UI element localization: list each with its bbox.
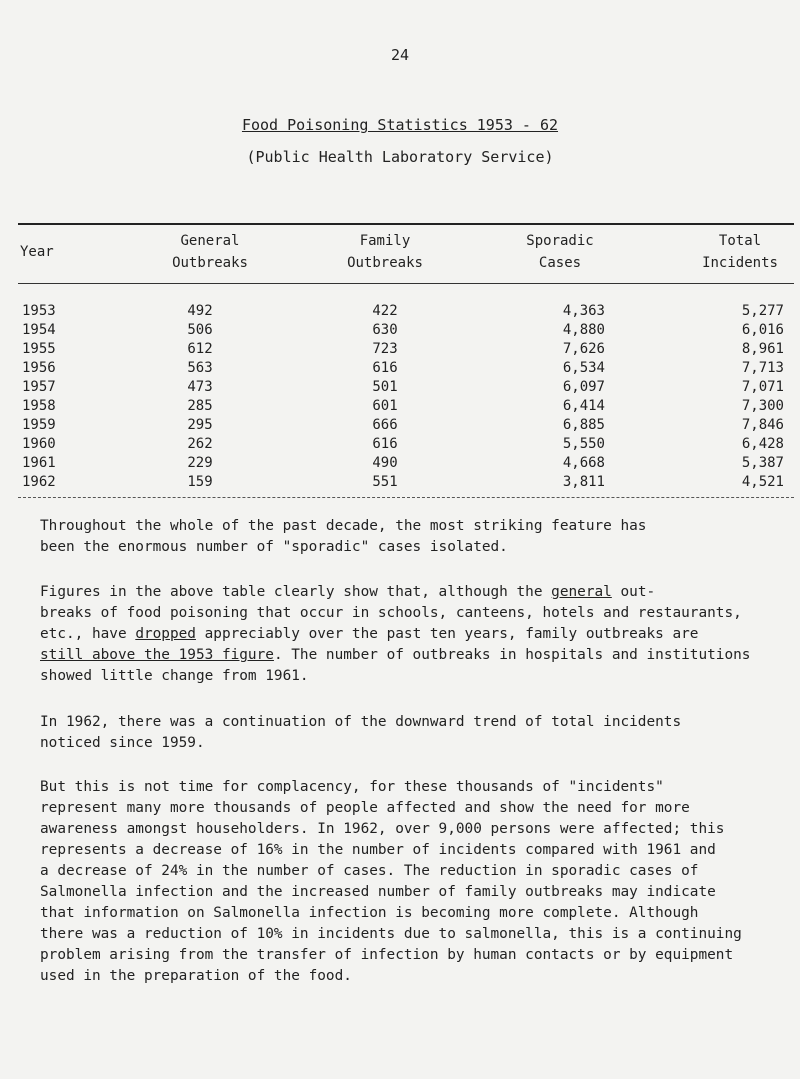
- cell-total-incidents: 7,713: [741, 360, 784, 376]
- table-row: [0, 341, 800, 360]
- cell-general-outbreaks: 229: [187, 455, 213, 471]
- header-sporadic-cases: Sporadic Cases: [526, 233, 594, 271]
- cell-total-incidents: 8,961: [741, 341, 784, 357]
- cell-family-outbreaks: 616: [372, 436, 398, 452]
- page-number: 24: [390, 46, 410, 64]
- cell-sporadic-cases: 6,534: [562, 360, 605, 376]
- header-family-outbreaks: Family Outbreaks: [347, 233, 423, 271]
- cell-general-outbreaks: 159: [187, 474, 213, 490]
- cell-year: 1960: [22, 436, 56, 452]
- cell-total-incidents: 5,277: [741, 303, 784, 319]
- cell-total-incidents: 7,071: [741, 379, 784, 395]
- page-title: Food Poisoning Statistics 1953 - 62: [241, 116, 559, 134]
- cell-general-outbreaks: 506: [187, 322, 213, 338]
- paragraph-sporadic: Throughout the whole of the past decade, the most striking feature has been the enormous number of "sporadic" cases isolated.: [40, 518, 647, 555]
- cell-general-outbreaks: 492: [187, 303, 213, 319]
- header-total-incidents: Total Incidents: [702, 233, 778, 271]
- cell-year: 1961: [22, 455, 56, 471]
- table-row: [0, 379, 800, 398]
- header-year: Year: [20, 244, 54, 260]
- cell-year: 1953: [22, 303, 56, 319]
- paragraph-trend: In 1962, there was a continuation of the downward trend of total incidents noticed since 1959.: [40, 714, 682, 751]
- cell-total-incidents: 4,521: [741, 474, 784, 490]
- cell-sporadic-cases: 7,626: [562, 341, 605, 357]
- cell-year: 1962: [22, 474, 56, 490]
- header-bottom-rule: [18, 283, 794, 284]
- cell-sporadic-cases: 6,414: [562, 398, 605, 414]
- cell-sporadic-cases: 6,885: [562, 417, 605, 433]
- cell-family-outbreaks: 551: [372, 474, 398, 490]
- cell-total-incidents: 7,300: [741, 398, 784, 414]
- cell-family-outbreaks: 501: [372, 379, 398, 395]
- cell-sporadic-cases: 3,811: [562, 474, 605, 490]
- document-title-block: [0, 115, 800, 167]
- table-row: [0, 474, 800, 493]
- cell-sporadic-cases: 5,550: [562, 436, 605, 452]
- cell-family-outbreaks: 723: [372, 341, 398, 357]
- paragraph-complacency: But this is not time for complacency, for these thousands of "incidents" represent many more thousands of people affected and show the need for more awareness amongst householders. In 1962, over 9,000 persons were affected; this represents a decrease of 16% in the number of incidents compared with 1961 and a decrease of 24% in the number of cases. The reduction in sporadic cases of Salmonella infection and the increased number of family outbreaks may indicate that information on Salmonella infection is becoming more complete. Although there was a reduction of 10% in incidents due to salmonella, this is a continuing problem arising from the transfer of infection by human contacts or by equipment used in the preparation of the food.: [40, 779, 742, 984]
- table-row: [0, 417, 800, 436]
- cell-family-outbreaks: 490: [372, 455, 398, 471]
- cell-total-incidents: 7,846: [741, 417, 784, 433]
- cell-total-incidents: 5,387: [741, 455, 784, 471]
- cell-total-incidents: 6,016: [741, 322, 784, 338]
- cell-year: 1959: [22, 417, 56, 433]
- cell-year: 1955: [22, 341, 56, 357]
- cell-family-outbreaks: 666: [372, 417, 398, 433]
- cell-family-outbreaks: 630: [372, 322, 398, 338]
- cell-year: 1958: [22, 398, 56, 414]
- table-top-rule: [18, 223, 794, 225]
- cell-family-outbreaks: 601: [372, 398, 398, 414]
- cell-sporadic-cases: 6,097: [562, 379, 605, 395]
- table-row: [0, 436, 800, 455]
- cell-general-outbreaks: 262: [187, 436, 213, 452]
- cell-year: 1957: [22, 379, 56, 395]
- table-row: [0, 455, 800, 474]
- cell-general-outbreaks: 285: [187, 398, 213, 414]
- cell-year: 1956: [22, 360, 56, 376]
- cell-general-outbreaks: 295: [187, 417, 213, 433]
- paragraph-outbreaks: Figures in the above table clearly show that, although the general out- breaks of food poisoning that occur in schools, canteens, hotels and restaurants, etc., have dropped appreciably over the past ten years, family outbreaks are still above the 1953 figure. The number of outbreaks in hospitals and institutions showed little change from 1961.: [40, 584, 751, 684]
- header-general-outbreaks: General Outbreaks: [172, 233, 248, 271]
- table-row: [0, 398, 800, 417]
- cell-general-outbreaks: 563: [187, 360, 213, 376]
- table-bottom-rule: [18, 497, 794, 498]
- cell-family-outbreaks: 422: [372, 303, 398, 319]
- page-subtitle: (Public Health Laboratory Service): [246, 148, 554, 166]
- cell-general-outbreaks: 612: [187, 341, 213, 357]
- food-poisoning-table: [0, 303, 800, 493]
- cell-general-outbreaks: 473: [187, 379, 213, 395]
- cell-sporadic-cases: 4,668: [562, 455, 605, 471]
- cell-sporadic-cases: 4,880: [562, 322, 605, 338]
- cell-sporadic-cases: 4,363: [562, 303, 605, 319]
- table-row: [0, 303, 800, 322]
- cell-total-incidents: 6,428: [741, 436, 784, 452]
- table-row: [0, 322, 800, 341]
- table-row: [0, 360, 800, 379]
- cell-family-outbreaks: 616: [372, 360, 398, 376]
- cell-year: 1954: [22, 322, 56, 338]
